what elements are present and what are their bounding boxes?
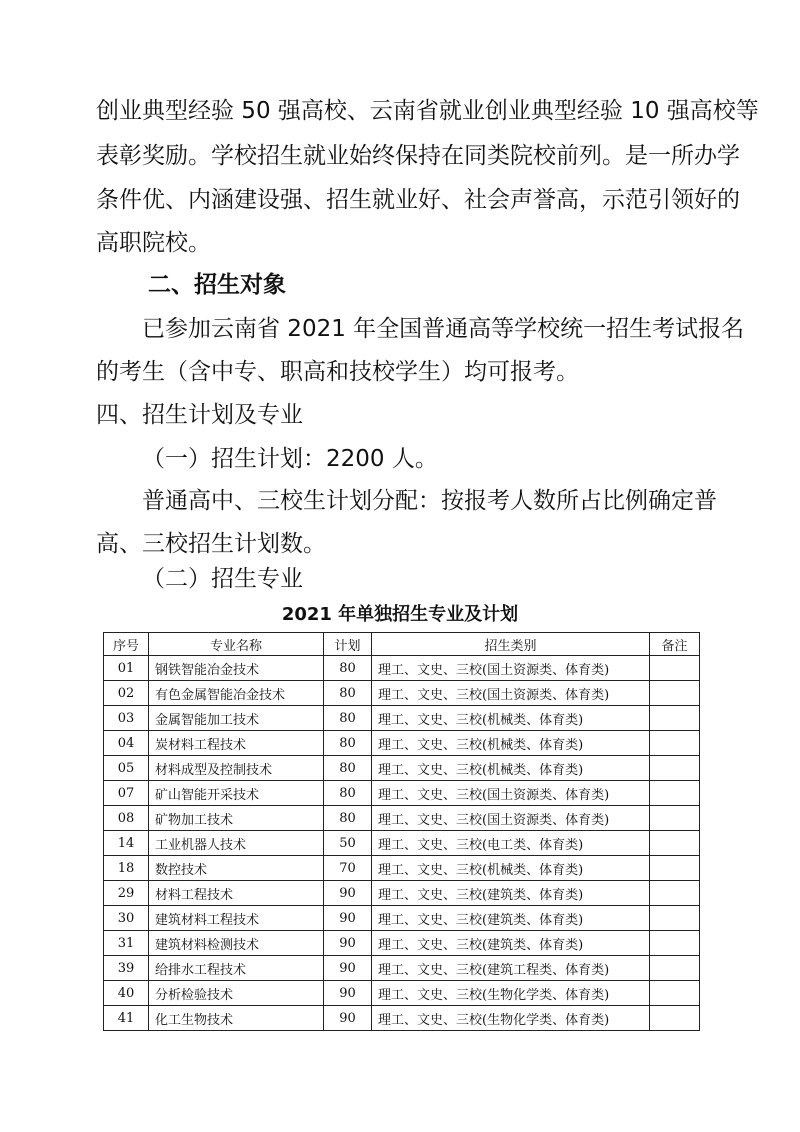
majors-plan-table <box>103 632 700 1031</box>
cell-category: 理工、文史、三校(建筑工程类、体育类) <box>372 956 650 981</box>
cell-plan: 90 <box>324 906 372 931</box>
table-title: 2021 年单独招生专业及计划 <box>281 604 519 625</box>
header-cell-remark: 备注 <box>650 633 700 656</box>
paragraph-line: 的考生（含中专、职高和技校学生）均可报考。 <box>96 359 579 385</box>
cell-major: 建筑材料工程技术 <box>149 906 324 931</box>
cell-remark <box>650 981 700 1006</box>
cell-remark <box>650 831 700 856</box>
paragraph-line: 高、三校招生计划数。 <box>96 531 326 557</box>
cell-remark <box>650 856 700 881</box>
cell-index: 31 <box>104 931 149 956</box>
header-cell-index: 序号 <box>104 633 149 656</box>
cell-index: 40 <box>104 981 149 1006</box>
cell-index: 29 <box>104 881 149 906</box>
table-row <box>104 1006 700 1031</box>
cell-category: 理工、文史、三校(国土资源类、体育类) <box>372 681 650 706</box>
paragraph-line: 已参加云南省 2021 年全国普通高等学校统一招生考试报名 <box>142 316 745 342</box>
cell-plan: 80 <box>324 706 372 731</box>
cell-major: 建筑材料检测技术 <box>149 931 324 956</box>
cell-plan: 80 <box>324 731 372 756</box>
cell-major: 数控技术 <box>149 856 324 881</box>
cell-category: 理工、文史、三校(机械类、体育类) <box>372 706 650 731</box>
section-heading-plan: 四、招生计划及专业 <box>96 402 303 428</box>
cell-major: 矿物加工技术 <box>149 806 324 831</box>
cell-remark <box>650 1006 700 1031</box>
header-cell-category: 招生类别 <box>372 633 650 656</box>
cell-plan: 70 <box>324 856 372 881</box>
cell-category: 理工、文史、三校(国土资源类、体育类) <box>372 806 650 831</box>
table-row <box>104 856 700 881</box>
cell-remark <box>650 681 700 706</box>
cell-remark <box>650 731 700 756</box>
cell-plan: 90 <box>324 981 372 1006</box>
cell-remark <box>650 931 700 956</box>
table-body <box>104 656 700 1031</box>
paragraph-line: 普通高中、三校生计划分配：按报考人数所占比例确定普 <box>142 488 717 514</box>
cell-category: 理工、文史、三校(建筑类、体育类) <box>372 881 650 906</box>
header-cell-plan: 计划 <box>324 633 372 656</box>
cell-plan: 50 <box>324 831 372 856</box>
cell-category: 理工、文史、三校(机械类、体育类) <box>372 731 650 756</box>
table-row <box>104 831 700 856</box>
cell-major: 化工生物技术 <box>149 1006 324 1031</box>
cell-plan: 80 <box>324 781 372 806</box>
cell-plan: 80 <box>324 681 372 706</box>
cell-major: 有色金属智能冶金技术 <box>149 681 324 706</box>
cell-category: 理工、文史、三校(生物化学类、体育类) <box>372 1006 650 1031</box>
cell-category: 理工、文史、三校(生物化学类、体育类) <box>372 981 650 1006</box>
cell-plan: 90 <box>324 931 372 956</box>
cell-index: 05 <box>104 756 149 781</box>
cell-index: 30 <box>104 906 149 931</box>
cell-major: 钢铁智能冶金技术 <box>149 656 324 681</box>
cell-category: 理工、文史、三校(机械类、体育类) <box>372 756 650 781</box>
paragraph-line: 条件优、内涵建设强、招生就业好、社会声誉高，示范引领好的 <box>96 187 740 213</box>
section-heading-enrollment-target: 二、招生对象 <box>148 272 286 298</box>
cell-plan: 80 <box>324 756 372 781</box>
table-row <box>104 781 700 806</box>
cell-index: 07 <box>104 781 149 806</box>
cell-remark <box>650 956 700 981</box>
cell-index: 01 <box>104 656 149 681</box>
cell-category: 理工、文史、三校(建筑类、体育类) <box>372 906 650 931</box>
cell-major: 材料工程技术 <box>149 881 324 906</box>
cell-index: 04 <box>104 731 149 756</box>
cell-major: 材料成型及控制技术 <box>149 756 324 781</box>
table-row <box>104 656 700 681</box>
subsection-majors: （二）招生专业 <box>142 566 303 592</box>
cell-index: 08 <box>104 806 149 831</box>
paragraph-line: 表彰奖励。学校招生就业始终保持在同类院校前列。是一所办学 <box>96 143 740 169</box>
cell-major: 工业机器人技术 <box>149 831 324 856</box>
cell-index: 18 <box>104 856 149 881</box>
cell-plan: 90 <box>324 881 372 906</box>
cell-plan: 80 <box>324 806 372 831</box>
cell-remark <box>650 756 700 781</box>
cell-plan: 80 <box>324 656 372 681</box>
table-row <box>104 681 700 706</box>
header-cell-major: 专业名称 <box>149 633 324 656</box>
cell-category: 理工、文史、三校(建筑类、体育类) <box>372 931 650 956</box>
table-header-row <box>104 633 700 656</box>
cell-category: 理工、文史、三校(国土资源类、体育类) <box>372 781 650 806</box>
table-row <box>104 756 700 781</box>
table-row <box>104 806 700 831</box>
table-row <box>104 981 700 1006</box>
cell-category: 理工、文史、三校(机械类、体育类) <box>372 856 650 881</box>
cell-major: 分析检验技术 <box>149 981 324 1006</box>
cell-major: 金属智能加工技术 <box>149 706 324 731</box>
cell-index: 03 <box>104 706 149 731</box>
cell-index: 41 <box>104 1006 149 1031</box>
table-row <box>104 956 700 981</box>
cell-remark <box>650 906 700 931</box>
cell-remark <box>650 781 700 806</box>
table-row <box>104 906 700 931</box>
cell-major: 矿山智能开采技术 <box>149 781 324 806</box>
cell-index: 14 <box>104 831 149 856</box>
cell-remark <box>650 706 700 731</box>
cell-remark <box>650 881 700 906</box>
cell-major: 炭材料工程技术 <box>149 731 324 756</box>
table-row <box>104 706 700 731</box>
cell-major: 给排水工程技术 <box>149 956 324 981</box>
cell-category: 理工、文史、三校(电工类、体育类) <box>372 831 650 856</box>
table-row <box>104 731 700 756</box>
cell-index: 02 <box>104 681 149 706</box>
table-row <box>104 881 700 906</box>
cell-category: 理工、文史、三校(国土资源类、体育类) <box>372 656 650 681</box>
paragraph-line: 高职院校。 <box>96 230 211 256</box>
subsection-plan-count: （一）招生计划：2200 人。 <box>142 446 438 472</box>
cell-plan: 90 <box>324 1006 372 1031</box>
table-row <box>104 931 700 956</box>
cell-remark <box>650 806 700 831</box>
paragraph-line: 创业典型经验 50 强高校、云南省就业创业典型经验 10 强高校等 <box>96 98 759 124</box>
cell-remark <box>650 656 700 681</box>
cell-index: 39 <box>104 956 149 981</box>
cell-plan: 90 <box>324 956 372 981</box>
